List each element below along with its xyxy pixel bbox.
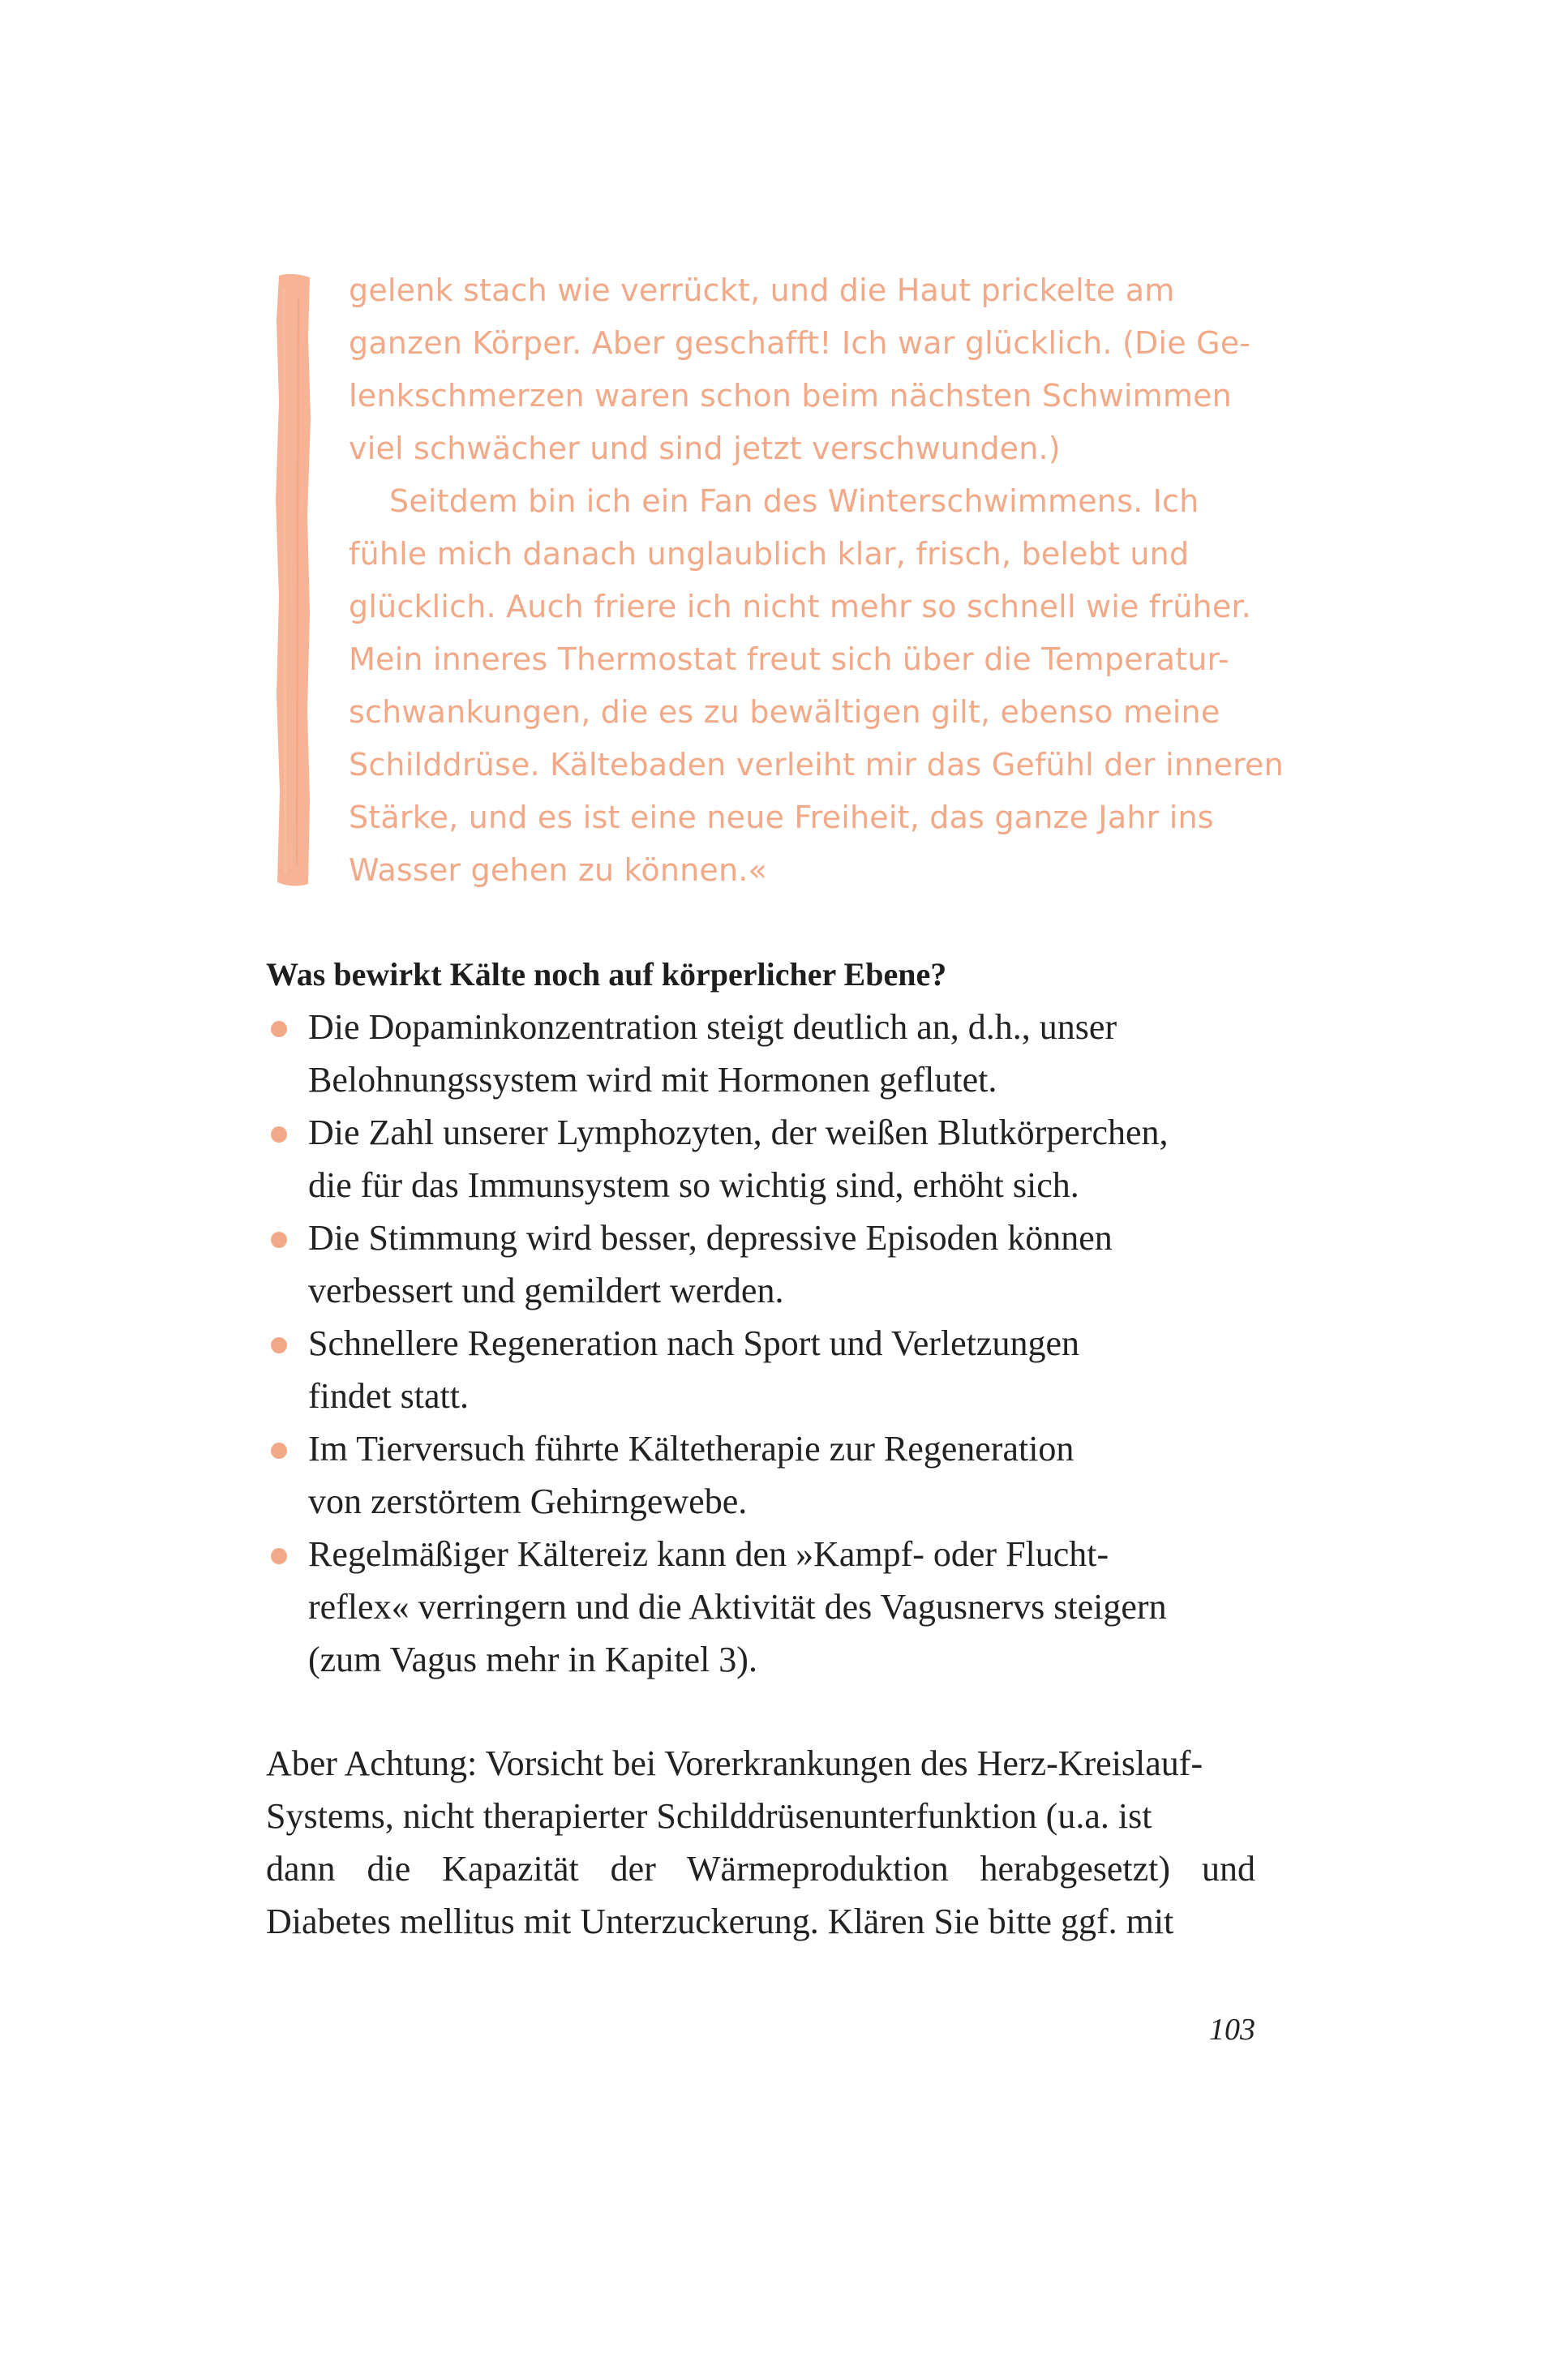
bullet-dot-icon xyxy=(271,1443,287,1459)
bullet-dot-icon xyxy=(271,1232,287,1248)
quote-line: Wasser gehen zu können.« xyxy=(349,852,768,888)
quote-line: gelenk stach wie verrückt, und die Haut prickelte am xyxy=(349,272,1175,308)
bullet-list xyxy=(266,1001,1304,1686)
bullet-dot-icon xyxy=(271,1126,287,1143)
quote-line: fühle mich danach unglaublich klar, frisch, belebt und xyxy=(349,536,1190,572)
bullet-line: von zerstörtem Gehirngewebe. xyxy=(308,1482,748,1521)
paragraph-line: Systems, nicht therapierter Schilddrüsenunterfunktion (u.a. ist xyxy=(266,1796,1152,1836)
list-item xyxy=(266,1106,1304,1211)
list-item xyxy=(266,1422,1304,1528)
bullet-line: verbessert und gemildert werden. xyxy=(308,1271,784,1310)
page-number: 103 xyxy=(1209,2013,1255,2047)
quote-line: schwankungen, die es zu bewältigen gilt, ebenso meine xyxy=(349,694,1220,730)
bullet-line: Schnellere Regeneration nach Sport und Verletzungen xyxy=(308,1323,1079,1363)
bullet-line: Die Zahl unserer Lymphozyten, der weißen Blutkörperchen, xyxy=(308,1113,1169,1152)
bullet-line: Im Tierversuch führte Kältetherapie zur Regeneration xyxy=(308,1429,1074,1469)
quote-line: glücklich. Auch friere ich nicht mehr so schnell wie früher. xyxy=(349,589,1252,624)
list-item xyxy=(266,1528,1304,1686)
bullet-dot-icon xyxy=(271,1337,287,1353)
body-paragraph xyxy=(266,1737,1255,1948)
quote-accent-bar xyxy=(272,272,313,889)
section-heading: Was bewirkt Kälte noch auf körperlicher Ebene? xyxy=(266,956,947,993)
bullet-dot-icon xyxy=(271,1548,287,1564)
quote-line: Stärke, und es ist eine neue Freiheit, das ganze Jahr ins xyxy=(349,800,1214,835)
list-item xyxy=(266,1317,1304,1422)
quote-line: lenkschmerzen waren schon beim nächsten Schwimmen xyxy=(349,378,1232,414)
quote-line: ganzen Körper. Aber geschafft! Ich war glücklich. (Die Ge- xyxy=(349,325,1251,361)
bullet-line: reflex« verringern und die Aktivität des Vagusnervs steigern xyxy=(308,1587,1167,1627)
paragraph-line: Aber Achtung: Vorsicht bei Vorerkrankungen des Herz-Kreislauf- xyxy=(266,1743,1203,1783)
paragraph-line: dann die Kapazität der Wärmeproduktion herabgesetzt) und xyxy=(266,1849,1255,1889)
quote-line: Mein inneres Thermostat freut sich über die Temperatur- xyxy=(349,641,1229,677)
bullet-line: findet statt. xyxy=(308,1376,469,1416)
bullet-line: die für das Immunsystem so wichtig sind, erhöht sich. xyxy=(308,1165,1079,1205)
bullet-line: Regelmäßiger Kältereiz kann den »Kampf- oder Flucht- xyxy=(308,1534,1109,1574)
bullet-line: Belohnungssystem wird mit Hormonen geflutet. xyxy=(308,1060,997,1100)
paragraph-line: Diabetes mellitus mit Unterzuckerung. Klären Sie bitte ggf. mit xyxy=(266,1902,1174,1941)
list-item xyxy=(266,1001,1304,1106)
quote-line: Seitdem bin ich ein Fan des Winterschwimmens. Ich xyxy=(389,483,1199,519)
list-item xyxy=(266,1211,1304,1317)
quote-line: Schilddrüse. Kältebaden verleiht mir das Gefühl der inneren xyxy=(349,747,1284,783)
bullet-line: Die Dopaminkonzentration steigt deutlich an, d.h., unser xyxy=(308,1007,1117,1047)
bullet-dot-icon xyxy=(271,1021,287,1037)
quote-line: viel schwächer und sind jetzt verschwunden.) xyxy=(349,431,1061,466)
bullet-line: Die Stimmung wird besser, depressive Episoden können xyxy=(308,1218,1113,1258)
quote-block xyxy=(349,264,1284,897)
bullet-line: (zum Vagus mehr in Kapitel 3). xyxy=(308,1640,757,1679)
